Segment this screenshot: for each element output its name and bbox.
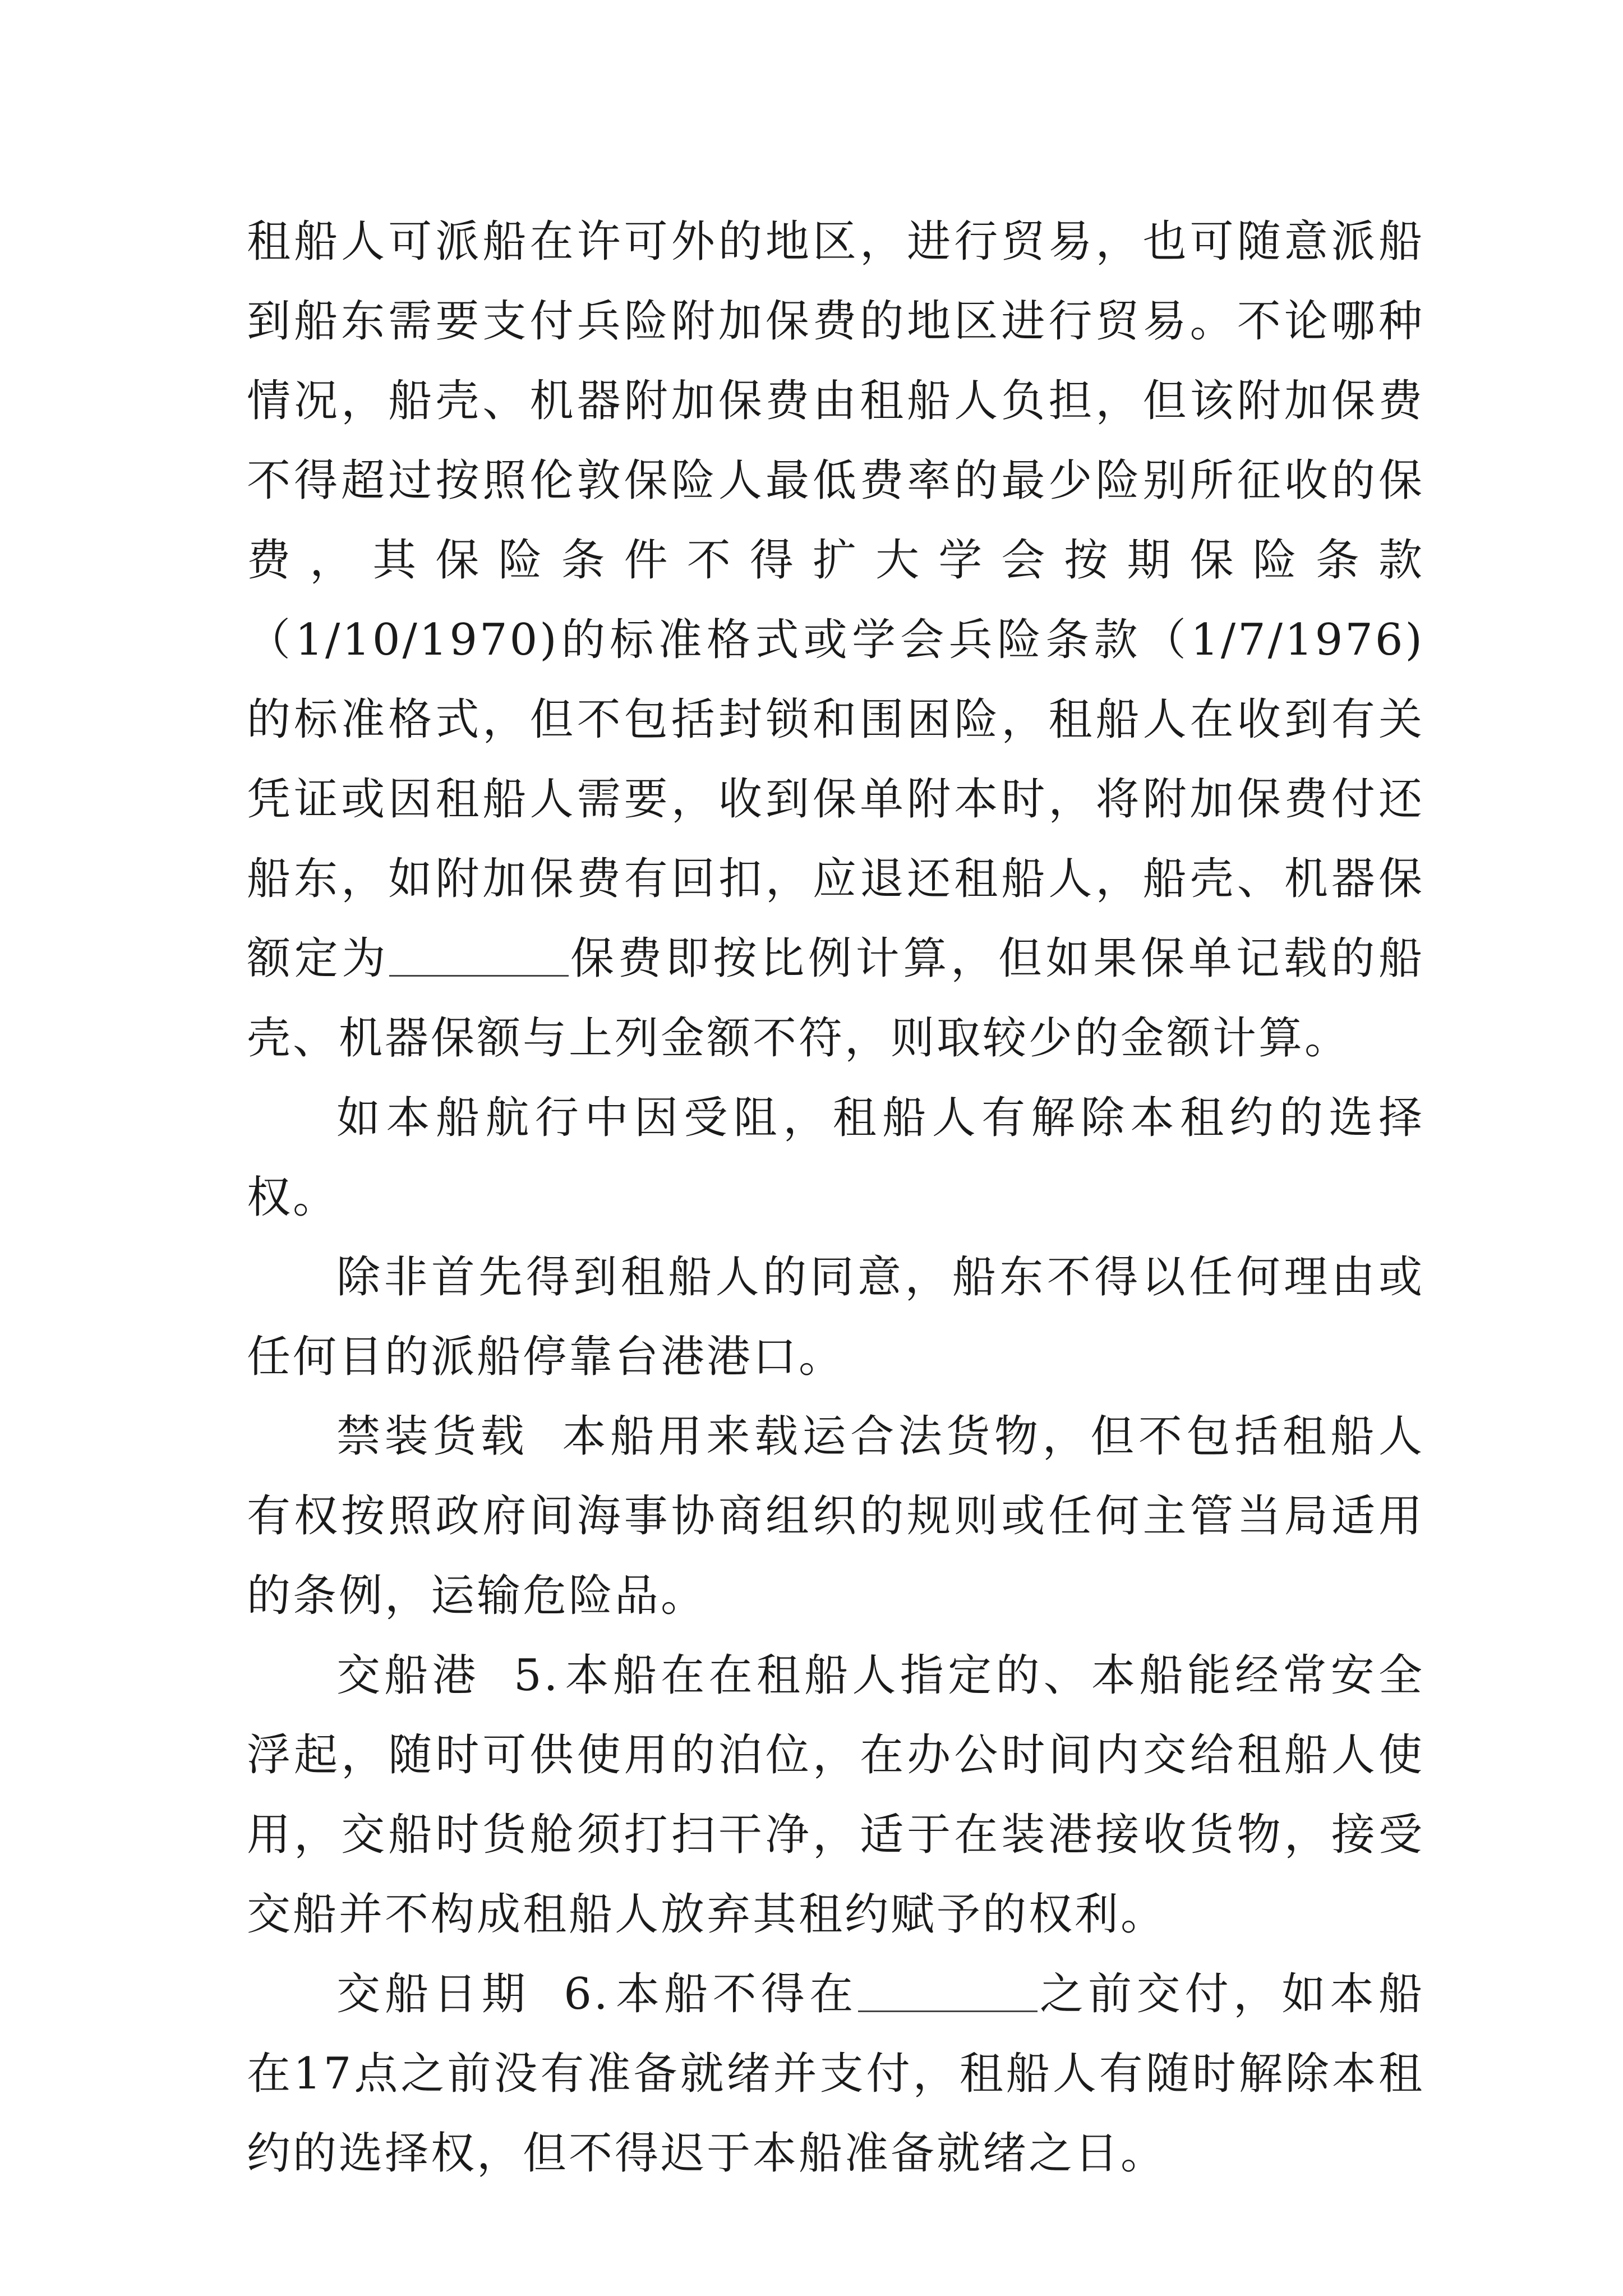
paragraph-taiwan	[247, 1237, 1424, 1397]
delivery-date-blank	[858, 1971, 1038, 2012]
paragraph-war-risk	[247, 202, 1424, 1078]
paragraph-delivery-date	[247, 1954, 1424, 2193]
delivery-date-text-cont: 之前交付，如本船在17点之前没有准备就绪并支付，租船人有随时解除本租约的选择权，但不得迟于本船准备就绪之日。	[247, 1969, 1424, 2179]
clause-heading-delivery-port: 交船港	[336, 1650, 480, 1701]
war-risk-text-cont: 保费即按比例计算，但如果保单记载的船壳、机器保额与上列金额不符，则取较少的金额计算。	[247, 933, 1424, 1064]
paragraph-prohibited-cargo	[247, 1397, 1424, 1636]
document-body	[247, 202, 1424, 2193]
taiwan-text: 除非首先得到租船人的同意，船东不得以任何理由或任何目的派船停靠台港港口。	[247, 1252, 1424, 1382]
clause-number-5: 5.	[513, 1650, 560, 1701]
prohibited-cargo-text: 本船用来载运合法货物，但不包括租船人有权按照政府间海事协商组织的规则或任何主管当局适用的条例，运输危险品。	[247, 1411, 1424, 1621]
clause-number-6: 6.	[564, 1969, 610, 2019]
clause-heading-prohibited-cargo: 禁装货载	[336, 1411, 529, 1462]
paragraph-blockade	[247, 1078, 1424, 1237]
insured-value-blank	[389, 936, 569, 977]
delivery-date-text: 本船不得在	[613, 1969, 858, 2019]
delivery-port-text: 本船在在租船人指定的、本船能经常安全浮起，随时可供使用的泊位，在办公时间内交给租船人使用，交船时货舱须打扫干净，适于在装港接收货物，接受交船并不构成租船人放弃其租约赋予的权利。	[247, 1650, 1424, 1940]
blockade-text: 如本船航行中因受阻，租船人有解除本租约的选择权。	[247, 1093, 1424, 1223]
war-risk-text: 租船人可派船在许可外的地区，进行贸易，也可随意派船到船东需要支付兵险附加保费的地区进行贸易。不论哪种情况，船壳、机器附加保费由租船人负担，但该附加保费不得超过按照伦敦保险人最低费率的最少险别所征收的保费，其保险条件不得扩大学会按期保险条款（1/10/1970)的标准格式或学会兵险条款（1/7/1976)的标准格式，但不包括封锁和围困险，租船人在收到有关凭证或因租船人需要，收到保单附本时，将附加保费付还船东，如附加保费有回扣，应退还租船人，船壳、机器保额定为	[247, 217, 1424, 984]
clause-heading-delivery-date: 交船日期	[336, 1969, 531, 2019]
paragraph-delivery-port	[247, 1636, 1424, 1954]
